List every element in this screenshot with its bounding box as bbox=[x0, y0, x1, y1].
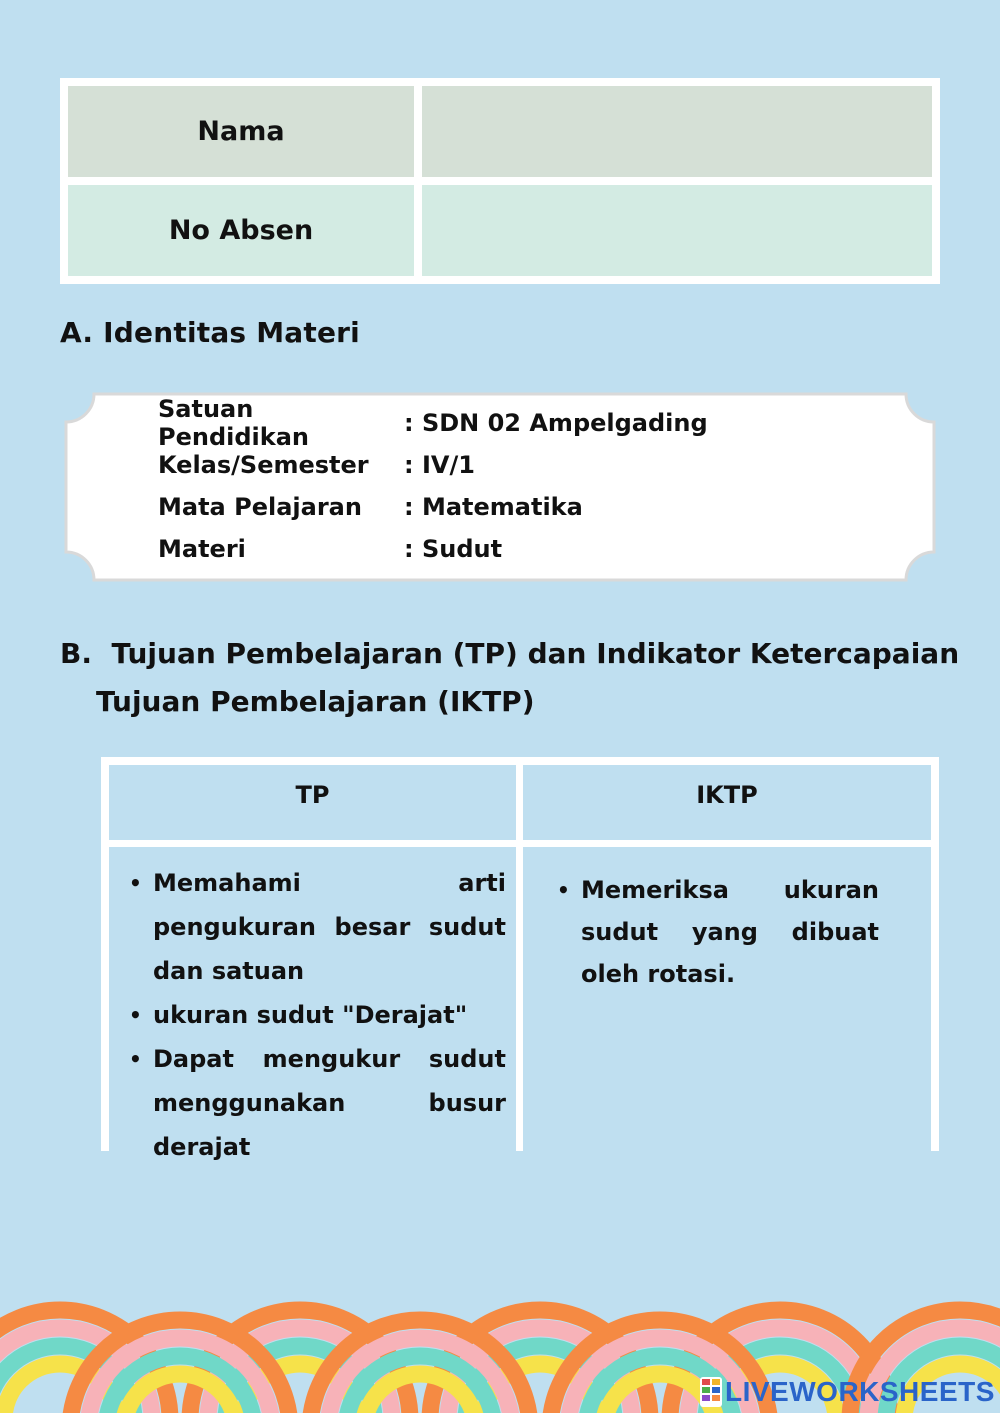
list-item: • Dapat mengukur sudut menggunakan busur derajat bbox=[127, 1037, 506, 1169]
identity-value: : Matematika bbox=[404, 493, 583, 521]
name-field[interactable] bbox=[422, 86, 932, 177]
identity-row bbox=[158, 395, 708, 451]
tp-header: TP bbox=[109, 765, 516, 840]
identity-value: : IV/1 bbox=[404, 451, 475, 479]
identity-value: : Sudut bbox=[404, 535, 503, 563]
iktp-cell bbox=[523, 847, 931, 1179]
identity-row bbox=[158, 486, 708, 528]
tp-cell bbox=[109, 847, 516, 1179]
iktp-list bbox=[555, 869, 879, 995]
absence-number-label: No Absen bbox=[68, 185, 414, 276]
identity-row bbox=[158, 528, 708, 570]
list-item: • Memahami arti pengukuran besar sudut dan satuan bbox=[127, 861, 506, 993]
identity-label: Kelas/Semester bbox=[158, 451, 369, 479]
identity-label: Satuan Pendidikan bbox=[158, 395, 310, 451]
list-item: • Memeriksa ukuran sudut yang dibuat oleh rotasi. bbox=[555, 869, 879, 995]
tp-iktp-table bbox=[101, 757, 939, 1161]
liveworksheets-logo-text: LIVEWORKSHEETS bbox=[725, 1376, 995, 1407]
tp-list bbox=[127, 861, 506, 1169]
iktp-header: IKTP bbox=[523, 765, 931, 840]
section-b-title-line2: Tujuan Pembelajaran (IKTP) bbox=[96, 685, 535, 718]
material-identity-box bbox=[64, 392, 936, 582]
section-b-title-line1: B. Tujuan Pembelajaran (TP) dan Indikator Ketercapaian bbox=[60, 637, 960, 670]
list-item: • ukuran sudut "Derajat" bbox=[127, 993, 506, 1037]
liveworksheets-logo[interactable] bbox=[700, 1376, 995, 1408]
identity-value: : SDN 02 Ampelgading bbox=[404, 409, 708, 437]
liveworksheets-badge-icon bbox=[700, 1377, 722, 1407]
identity-label: Materi bbox=[158, 535, 246, 563]
student-identity-table bbox=[60, 78, 940, 284]
name-label: Nama bbox=[68, 86, 414, 177]
section-a-title: A. Identitas Materi bbox=[60, 316, 360, 349]
absence-number-field[interactable] bbox=[422, 185, 932, 276]
identity-row bbox=[158, 444, 708, 486]
identity-label: Mata Pelajaran bbox=[158, 493, 362, 521]
section-b-title bbox=[60, 630, 959, 726]
material-identity-list bbox=[158, 395, 708, 570]
